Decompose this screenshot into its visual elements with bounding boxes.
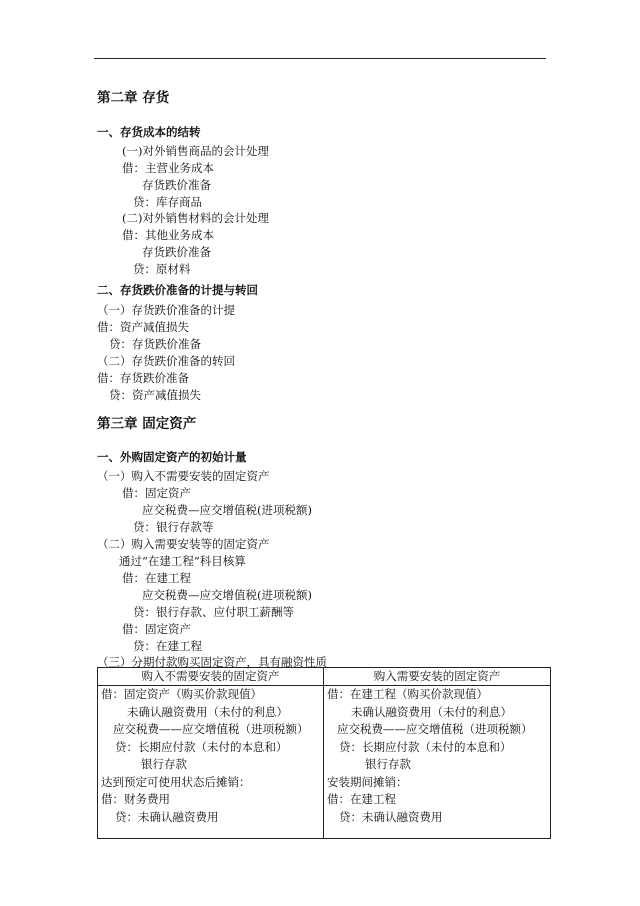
text-line: 应交税费—应交增值税(进项税额) (142, 503, 312, 517)
text-line: 借：固定资产 (122, 486, 191, 500)
header-rule (94, 58, 546, 59)
text-line: （一）存货跌价准备的计提 (97, 303, 235, 317)
text-line: 借：其他业务成本 (122, 228, 214, 242)
chapter-3-section-1-title: 一、外购固定资产的初始计量 (97, 450, 247, 464)
cell-line: 未确认融资费用（未付的利息） (127, 704, 288, 719)
cell-line: 贷：未确认融资费用 (115, 809, 219, 824)
text-line: 借：固定资产 (122, 622, 191, 636)
table-cell-left (98, 686, 324, 839)
table-header-row (98, 668, 551, 686)
text-line: 贷：存货跌价准备 (109, 337, 201, 351)
text-line: 通过“在建工程”科目核算 (119, 554, 246, 568)
cell-line: 安装期间摊销： (327, 774, 408, 789)
table-header-cell: 购入需要安装的固定资产 (324, 668, 551, 686)
table-header-cell: 购入不需要安装的固定资产 (98, 668, 324, 686)
chapter-2-title: 第二章 存货 (97, 90, 170, 106)
chapter-3-title: 第三章 固定资产 (97, 416, 197, 432)
installment-purchase-table (97, 667, 551, 839)
chapter-2-section-1-title: 一、存货成本的结转 (97, 125, 201, 139)
cell-line: 银行存款 (141, 757, 187, 771)
chapter-2-section-2-title: 二、存货跌价准备的计提与转回 (97, 283, 258, 297)
text-line: (二)对外销售材料的会计处理 (122, 211, 269, 225)
cell-line: 借：在建工程（购买价款现值） (327, 687, 488, 701)
text-line: 贷：库存商品 (133, 195, 202, 209)
text-line: （二）购入需要安装等的固定资产 (97, 537, 270, 551)
cell-line: 借：在建工程 (327, 792, 396, 806)
cell-line: 应交税费——应交增值税（进项税额） (113, 722, 309, 736)
cell-line: 借：固定资产（购买价款现值） (101, 687, 262, 701)
text-line: 存货跌价准备 (142, 245, 211, 259)
text-line: （一）购入不需要安装的固定资产 (97, 469, 270, 483)
cell-line: 贷：长期应付款（未付的本息和） (115, 739, 288, 754)
text-line: 借：存货跌价准备 (97, 371, 189, 385)
text-line: 应交税费—应交增值税(进项税额) (142, 588, 312, 602)
cell-line: 借：财务费用 (101, 792, 170, 806)
text-line: 贷：银行存款、应付职工薪酬等 (133, 605, 294, 619)
text-line: 存货跌价准备 (142, 178, 211, 192)
text-line: 贷：在建工程 (133, 639, 202, 653)
cell-line: 贷：未确认融资费用 (339, 809, 443, 824)
text-line: 借：在建工程 (122, 571, 191, 585)
cell-line: 未确认融资费用（未付的利息） (351, 704, 512, 719)
text-line: （二）存货跌价准备的转回 (97, 354, 235, 368)
text-line: 贷：原材料 (133, 262, 191, 276)
text-line: 借：资产减值损失 (97, 320, 189, 334)
cell-line: 应交税费——应交增值税（进项税额） (337, 722, 533, 736)
cell-line: 达到预定可使用状态后摊销： (101, 774, 251, 789)
text-line: 借：主营业务成本 (122, 161, 214, 175)
table-cell-right (324, 686, 551, 839)
cell-line: 贷：长期应付款（未付的本息和） (339, 739, 512, 754)
text-line: 贷：资产减值损失 (109, 388, 201, 402)
cell-line: 银行存款 (365, 757, 411, 771)
text-line: （三）分期付款购买固定资产，具有融资性质 (97, 655, 327, 669)
text-line: 贷：银行存款等 (133, 520, 214, 534)
text-line: (一)对外销售商品的会计处理 (122, 144, 269, 158)
table-row (98, 686, 551, 839)
